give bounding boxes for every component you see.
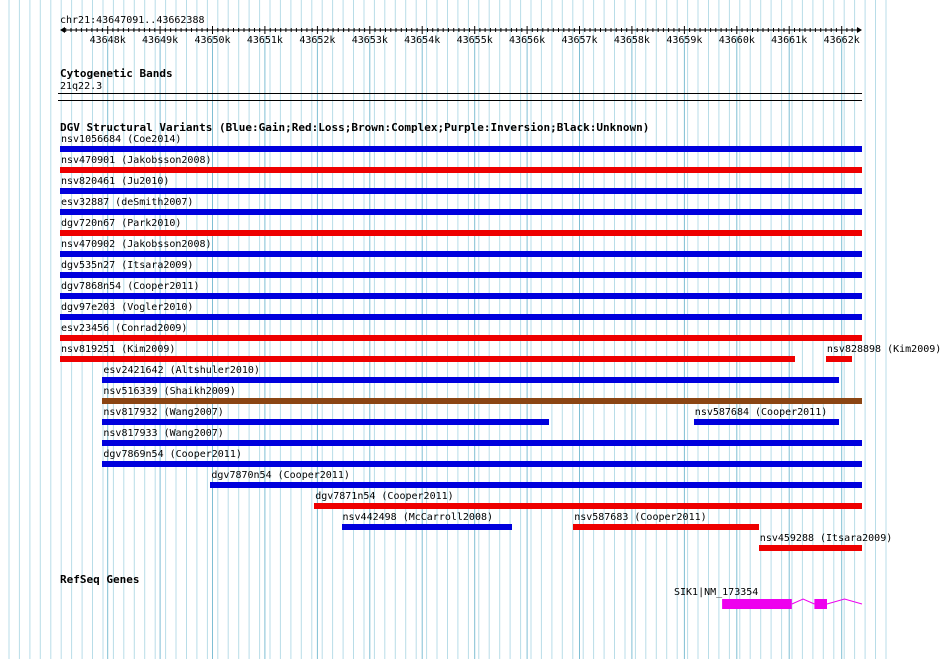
variant-label: dgv535n27 (Itsara2009) [61,260,194,271]
variant-label: nsv587684 (Cooper2011) [694,407,828,418]
variant-label: dgv97e203 (Vogler2010) [61,302,194,313]
variant-label: esv23456 (Conrad2009) [61,323,188,334]
variant-label: dgv7868n54 (Cooper2011) [61,281,200,292]
gene-intron [792,599,815,604]
ruler-arrow-left-icon [60,27,65,33]
variant-label: esv32887 (deSmith2007) [61,197,194,208]
gene-label[interactable]: SIK1|NM_173354 [674,587,759,598]
variant-label: nsv828898 (Kim2009) [826,344,941,355]
variant-label: nsv820461 (Ju2010) [61,176,170,187]
variant-bar-loss[interactable] [60,167,862,173]
variant-label: nsv817932 (Wang2007) [103,407,224,418]
variant-label: nsv459288 (Itsara2009) [759,533,893,544]
variant-bar-gain[interactable] [102,419,549,425]
variant-bar-loss[interactable] [826,356,852,362]
variant-bar-complex[interactable] [102,398,862,404]
ruler-tick-label: 43649k [142,35,179,46]
ruler-tick-label: 43658k [613,35,650,46]
variant-label: nsv587683 (Cooper2011) [574,512,707,523]
variant-bar-gain[interactable] [102,440,862,446]
cytoband-label[interactable]: 21q22.3 [60,81,103,92]
variant-label: nsv470901 (Jakobsson2008) [61,155,212,166]
ruler-tick-label: 43661k [771,35,808,46]
variant-label: nsv817933 (Wang2007) [103,428,224,439]
ruler-tick-label: 43651k [246,35,283,46]
variant-bar-loss[interactable] [573,524,759,530]
variant-bar-loss[interactable] [759,545,862,551]
variant-bar-gain[interactable] [60,314,862,320]
location-label: chr21:43647091..43662388 [60,15,205,26]
ruler-tick-label: 43657k [561,35,598,46]
ruler-tick-label: 43662k [823,35,860,46]
ruler[interactable] [0,24,890,36]
gene-model-sik1[interactable] [0,595,890,615]
gene-exon [722,599,792,609]
gene-exon [814,599,827,609]
variant-bar-gain[interactable] [60,146,862,152]
variant-label: esv2421642 (Altshuler2010) [103,365,260,376]
variant-bar-gain[interactable] [60,251,862,257]
cytoband-track-title: Cytogenetic Bands [60,67,173,80]
refseq-track-title: RefSeq Genes [60,573,140,586]
variant-bar-loss[interactable] [60,356,795,362]
ruler-tick-label: 43660k [718,35,755,46]
variant-bar-gain[interactable] [60,272,862,278]
gene-intron [827,599,862,604]
ruler-tick-label: 43653k [351,35,388,46]
dgv-track-title: DGV Structural Variants (Blue:Gain;Red:Loss;Brown:Complex;Purple:Inversion;Black:Unknown) [60,121,650,134]
ruler-tick-label: 43656k [509,35,546,46]
variant-label: dgv720n67 (Park2010) [61,218,182,229]
ruler-tick-label: 43650k [194,35,231,46]
variant-bar-gain[interactable] [102,377,839,383]
ruler-tick-label: 43648k [89,35,126,46]
variant-label: dgv7870n54 (Cooper2011) [211,470,350,481]
variant-label: nsv442498 (McCarroll2008) [342,512,494,523]
variant-bar-loss[interactable] [314,503,862,509]
variant-bar-gain[interactable] [342,524,513,530]
variant-bar-gain[interactable] [60,293,862,299]
ruler-tick-label: 43655k [456,35,493,46]
variant-label: nsv516339 (Shaikh2009) [103,386,236,397]
variant-label: nsv1056684 (Coe2014) [61,134,182,145]
ruler-tick-label: 43652k [299,35,336,46]
variant-label: nsv470902 (Jakobsson2008) [61,239,212,250]
cytoband-top-line [58,93,862,94]
variant-bar-gain[interactable] [210,482,862,488]
variant-bar-loss[interactable] [60,335,862,341]
variant-bar-gain[interactable] [60,209,862,215]
variant-label: dgv7869n54 (Cooper2011) [103,449,242,460]
ruler-tick-label: 43654k [404,35,441,46]
ruler-tick-label: 43659k [666,35,703,46]
variant-label: dgv7871n54 (Cooper2011) [315,491,454,502]
variant-bar-gain[interactable] [102,461,862,467]
variant-bar-gain[interactable] [694,419,839,425]
cytoband-bottom-line [58,100,862,101]
variant-bar-gain[interactable] [60,188,862,194]
variant-label: nsv819251 (Kim2009) [61,344,176,355]
variant-bar-loss[interactable] [60,230,862,236]
